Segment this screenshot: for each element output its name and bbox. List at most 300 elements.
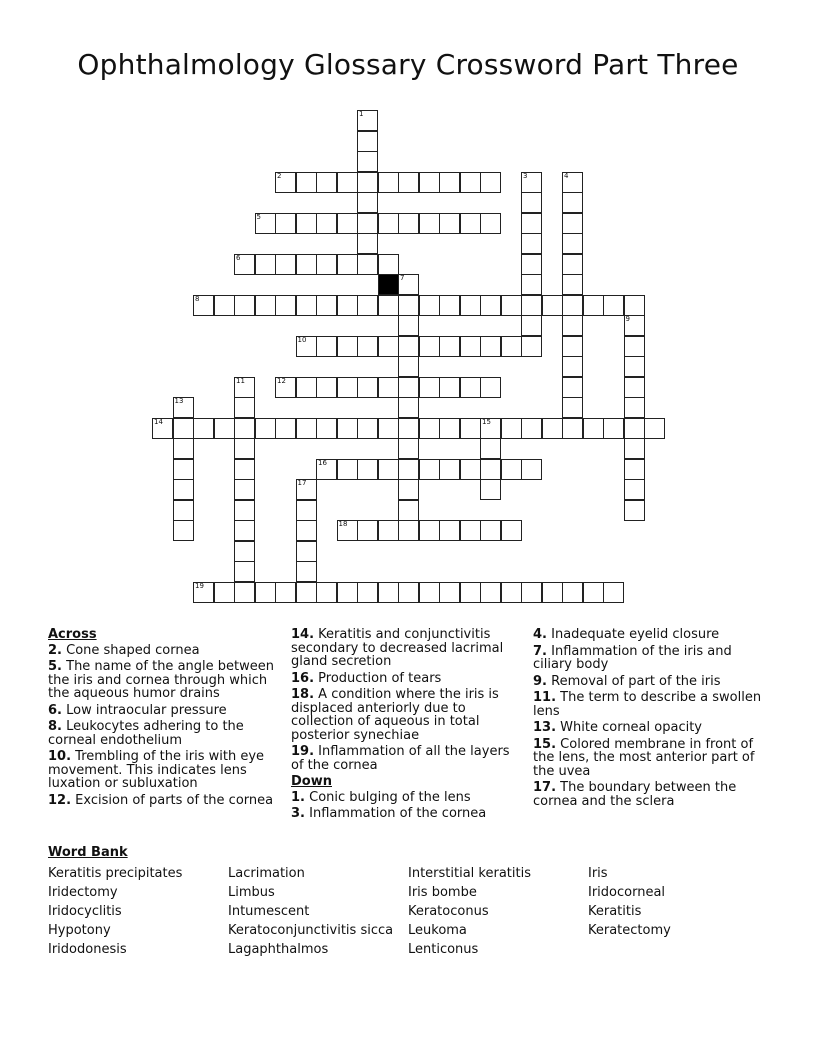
crossword-cell[interactable] [255, 295, 276, 316]
crossword-cell[interactable] [357, 213, 378, 234]
clue-number: 5 [256, 212, 261, 221]
crossword-cell[interactable] [214, 582, 235, 603]
down-clues-continued [533, 628, 768, 811]
word-bank-item: Lenticonus [408, 942, 479, 957]
crossword-cell[interactable] [583, 418, 604, 439]
crossword-cell[interactable] [542, 295, 563, 316]
word-bank-item: Limbus [228, 885, 275, 900]
crossword-cell[interactable] [603, 582, 624, 603]
clue-item [533, 738, 768, 779]
crossword-cell[interactable] [562, 336, 583, 357]
word-bank-item: Keratectomy [588, 923, 671, 938]
crossword-cell[interactable] [337, 418, 358, 439]
crossword-cell[interactable] [439, 377, 460, 398]
crossword-cell[interactable] [439, 582, 460, 603]
crossword-cell[interactable] [173, 520, 194, 541]
clue-item-number: 6. [48, 702, 62, 718]
crossword-cell[interactable] [521, 582, 542, 603]
clue-item-text: Inadequate eyelid closure [551, 627, 720, 642]
crossword-cell[interactable] [378, 336, 399, 357]
crossword-cell[interactable] [378, 213, 399, 234]
crossword-cell[interactable] [378, 254, 399, 275]
word-bank-item: Lagaphthalmos [228, 942, 329, 957]
clue-item-text: Leukocytes adhering to the corneal endothelium [48, 719, 244, 748]
crossword-cell[interactable] [480, 336, 501, 357]
clue-item-text: Inflammation of the cornea [309, 806, 487, 821]
crossword-cell[interactable] [296, 541, 317, 562]
clue-item-text: The term to describe a swollen lens [533, 690, 762, 719]
crossword-cell[interactable] [439, 336, 460, 357]
crossword-cell[interactable] [398, 377, 419, 398]
word-bank-item: Iris bombe [408, 885, 477, 900]
word-bank-item: Intumescent [228, 904, 310, 919]
crossword-cell[interactable] [234, 520, 255, 541]
crossword-cell[interactable] [378, 418, 399, 439]
clue-number: 12 [277, 376, 286, 385]
crossword-cell[interactable] [255, 213, 276, 234]
crossword-cell[interactable] [398, 479, 419, 500]
crossword-cell[interactable] [234, 459, 255, 480]
crossword-cell[interactable] [624, 479, 645, 500]
down-heading: Down [291, 774, 332, 789]
clue-item-text: White corneal opacity [560, 720, 702, 735]
crossword-cell[interactable] [439, 520, 460, 541]
clue-item-number: 2. [48, 642, 62, 658]
crossword-cell[interactable] [521, 233, 542, 254]
crossword-cell[interactable] [398, 336, 419, 357]
crossword-cell[interactable] [378, 172, 399, 193]
crossword-cell[interactable] [398, 172, 419, 193]
crossword-cell[interactable] [521, 172, 542, 193]
clue-item [291, 688, 519, 742]
crossword-cell[interactable] [624, 315, 645, 336]
crossword-cell[interactable] [542, 418, 563, 439]
crossword-cell[interactable] [603, 418, 624, 439]
clue-item-number: 19. [291, 744, 315, 759]
crossword-cell[interactable] [357, 295, 378, 316]
crossword-cell[interactable] [501, 418, 522, 439]
clue-item [291, 791, 519, 805]
crossword-cell[interactable] [439, 459, 460, 480]
crossword-cell[interactable] [296, 418, 317, 439]
crossword-cell[interactable] [275, 172, 296, 193]
crossword-cell[interactable] [562, 377, 583, 398]
crossword-cell[interactable] [521, 459, 542, 480]
crossword-cell[interactable] [480, 479, 501, 500]
crossword-cell[interactable] [460, 172, 481, 193]
crossword-cell[interactable] [398, 397, 419, 418]
crossword-cell[interactable] [624, 295, 645, 316]
clue-number: 13 [174, 397, 184, 405]
crossword-cell[interactable] [521, 336, 542, 357]
crossword-cell[interactable] [378, 377, 399, 398]
word-bank-item: Iridectomy [48, 885, 118, 900]
crossword-cell[interactable] [521, 418, 542, 439]
crossword-cell[interactable] [275, 377, 296, 398]
crossword-cell[interactable] [562, 172, 583, 193]
word-bank-item: Iridodonesis [48, 942, 127, 957]
clue-item-number: 10. [48, 749, 72, 764]
crossword-cell[interactable] [644, 418, 665, 439]
clue-item-text: Inflammation of all the layers of the cornea [291, 744, 510, 773]
crossword-cell[interactable] [193, 418, 214, 439]
crossword-cell[interactable] [562, 213, 583, 234]
crossword-cell[interactable] [357, 110, 378, 131]
black-square [378, 274, 399, 295]
crossword-cell[interactable] [296, 561, 317, 582]
clue-number: 8 [195, 294, 200, 303]
crossword-cell[interactable] [460, 213, 481, 234]
crossword-cell[interactable] [460, 520, 481, 541]
crossword-cell[interactable] [275, 213, 296, 234]
clue-number: 16 [318, 458, 327, 467]
crossword-cell[interactable] [480, 438, 501, 459]
crossword-cell[interactable] [521, 213, 542, 234]
crossword-cell[interactable] [296, 479, 317, 500]
page-title: Ophthalmology Glossary Crossword Part Three [77, 48, 739, 81]
crossword-cell[interactable] [521, 254, 542, 275]
crossword-cell[interactable] [624, 418, 645, 439]
crossword-cell[interactable] [562, 192, 583, 213]
crossword-cell[interactable] [173, 438, 194, 459]
crossword-cell[interactable] [398, 582, 419, 603]
clue-item-text: Trembling of the iris with eye movement. This indicates lens luxation or subluxation [48, 749, 265, 791]
crossword-cell[interactable] [255, 418, 276, 439]
crossword-cell[interactable] [296, 520, 317, 541]
crossword-cell[interactable] [316, 459, 337, 480]
clue-item-number: 11. [533, 690, 557, 705]
crossword-cell[interactable] [357, 418, 378, 439]
crossword-cell[interactable] [234, 582, 255, 603]
crossword-cell[interactable] [419, 172, 440, 193]
clue-item-text: Production of tears [318, 670, 442, 686]
crossword-cell[interactable] [419, 295, 440, 316]
crossword-cell[interactable] [316, 582, 337, 603]
crossword-cell[interactable] [296, 254, 317, 275]
across-heading: Across [48, 627, 97, 642]
word-bank-heading: Word Bank [48, 845, 128, 860]
crossword-cell[interactable] [173, 418, 194, 439]
clue-item-text: Cone shaped cornea [66, 642, 200, 658]
crossword-cell[interactable] [583, 582, 604, 603]
clue-item [48, 720, 280, 747]
clue-item-number: 7. [533, 643, 547, 659]
crossword-cell[interactable] [398, 418, 419, 439]
clue-item [48, 660, 280, 701]
word-bank-item: Lacrimation [228, 866, 305, 881]
word-bank-item: Leukoma [408, 923, 467, 938]
crossword-cell[interactable] [316, 295, 337, 316]
crossword-cell[interactable] [624, 377, 645, 398]
crossword-cell[interactable] [296, 295, 317, 316]
clue-item-text: Conic bulging of the lens [309, 789, 471, 805]
crossword-cell[interactable] [419, 582, 440, 603]
clue-item-number: 18. [291, 687, 315, 702]
crossword-cell[interactable] [337, 582, 358, 603]
crossword-cell[interactable] [562, 233, 583, 254]
crossword-cell[interactable] [255, 254, 276, 275]
crossword-cell[interactable] [234, 541, 255, 562]
crossword-cell[interactable] [480, 582, 501, 603]
crossword-cell[interactable] [398, 520, 419, 541]
clue-number: 4 [564, 171, 569, 180]
crossword-cell[interactable] [337, 377, 358, 398]
crossword-cell[interactable] [337, 295, 358, 316]
crossword-cell[interactable] [173, 479, 194, 500]
clue-number: 2 [277, 171, 282, 180]
clue-number: 15 [482, 417, 491, 426]
crossword-cell[interactable] [296, 377, 317, 398]
word-bank-item: Iris [588, 866, 608, 881]
crossword-cell[interactable] [255, 582, 276, 603]
crossword-cell[interactable] [501, 520, 522, 541]
clue-number: 3 [523, 171, 528, 180]
crossword-cell[interactable] [275, 582, 296, 603]
clue-item-number: 5. [48, 659, 62, 674]
clue-item [533, 781, 768, 808]
crossword-cell[interactable] [357, 233, 378, 254]
crossword-cell[interactable] [337, 520, 358, 541]
crossword-cell[interactable] [357, 192, 378, 213]
crossword-cell[interactable] [480, 172, 501, 193]
clue-item-number: 8. [48, 719, 62, 734]
crossword-cell[interactable] [316, 377, 337, 398]
crossword-cell[interactable] [521, 295, 542, 316]
crossword-cell[interactable] [480, 520, 501, 541]
clue-item [291, 745, 519, 772]
word-bank-item: Keratoconus [408, 904, 489, 919]
crossword-cell[interactable] [316, 336, 337, 357]
clue-item-text: Inflammation of the iris and ciliary body [533, 643, 732, 672]
crossword-cell[interactable] [460, 459, 481, 480]
clue-item [48, 704, 280, 718]
word-bank-column [588, 864, 768, 959]
crossword-cell[interactable] [316, 418, 337, 439]
crossword-cell[interactable] [316, 172, 337, 193]
crossword-cell[interactable] [439, 418, 460, 439]
crossword-cell[interactable] [624, 356, 645, 377]
crossword-cell[interactable] [357, 520, 378, 541]
crossword-cell[interactable] [173, 459, 194, 480]
crossword-cell[interactable] [296, 582, 317, 603]
crossword-cell[interactable] [562, 356, 583, 377]
crossword-cell[interactable] [234, 418, 255, 439]
crossword-cell[interactable] [234, 397, 255, 418]
crossword-cell[interactable] [193, 295, 214, 316]
crossword-cell[interactable] [296, 336, 317, 357]
clue-number: 1 [359, 110, 364, 118]
crossword-cell[interactable] [398, 459, 419, 480]
clue-item-text: The name of the angle between the iris and cornea through which the aqueous humor drains [48, 659, 274, 701]
crossword-cell[interactable] [357, 254, 378, 275]
crossword-cell[interactable] [234, 561, 255, 582]
crossword-cell[interactable] [439, 213, 460, 234]
crossword-cell[interactable] [562, 315, 583, 336]
crossword-cell[interactable] [398, 500, 419, 521]
clue-number: 7 [400, 274, 405, 282]
clue-item [291, 807, 519, 821]
clue-item [48, 794, 280, 808]
clue-item-number: 14. [291, 627, 315, 642]
crossword-cell[interactable] [439, 295, 460, 316]
crossword-cell[interactable] [337, 254, 358, 275]
crossword-cell[interactable] [173, 397, 194, 418]
crossword-cell[interactable] [214, 295, 235, 316]
clue-item-number: 4. [533, 627, 547, 642]
clue-number: 6 [236, 253, 241, 262]
clue-number: 10 [297, 335, 307, 344]
crossword-cell[interactable] [316, 254, 337, 275]
crossword-cell[interactable] [234, 438, 255, 459]
crossword-cell[interactable] [214, 418, 235, 439]
crossword-cell[interactable] [624, 397, 645, 418]
word-bank-item: Iridocyclitis [48, 904, 122, 919]
crossword-cell[interactable] [234, 254, 255, 275]
crossword-cell[interactable] [419, 418, 440, 439]
clue-number: 14 [154, 417, 163, 426]
crossword-cell[interactable] [419, 377, 440, 398]
crossword-cell[interactable] [398, 315, 419, 336]
crossword-cell[interactable] [501, 336, 522, 357]
crossword-cell[interactable] [152, 418, 173, 439]
crossword-cell[interactable] [357, 377, 378, 398]
crossword-cell[interactable] [419, 459, 440, 480]
clue-item [291, 672, 519, 686]
crossword-cell[interactable] [624, 438, 645, 459]
crossword-cell[interactable] [562, 582, 583, 603]
across-clues-continued [291, 628, 519, 824]
crossword-cell[interactable] [337, 459, 358, 480]
clue-item [48, 750, 280, 791]
crossword-cell[interactable] [357, 151, 378, 172]
crossword-cell[interactable] [583, 295, 604, 316]
crossword-cell[interactable] [624, 500, 645, 521]
clue-item [533, 691, 768, 718]
crossword-cell[interactable] [234, 377, 255, 398]
crossword-cell[interactable] [234, 295, 255, 316]
crossword-cell[interactable] [275, 295, 296, 316]
clue-item [533, 721, 768, 735]
clue-item-text: A condition where the iris is displaced anteriorly due to collection of aqueous in total posterior synechiae [291, 687, 499, 743]
crossword-cell[interactable] [521, 192, 542, 213]
crossword-cell[interactable] [173, 500, 194, 521]
crossword-cell[interactable] [460, 336, 481, 357]
crossword-cell[interactable] [316, 213, 337, 234]
crossword-cell[interactable] [357, 336, 378, 357]
word-bank-item: Hypotony [48, 923, 111, 938]
word-bank-item: Interstitial keratitis [408, 866, 531, 881]
clue-item-text: The boundary between the cornea and the sclera [533, 780, 737, 809]
clue-number: 17 [297, 479, 307, 487]
word-bank-column [48, 864, 228, 959]
crossword-cell[interactable] [296, 213, 317, 234]
word-bank-item: Iridocorneal [588, 885, 666, 900]
clue-number: 11 [236, 376, 245, 385]
crossword-cell[interactable] [337, 336, 358, 357]
crossword-cell[interactable] [603, 295, 624, 316]
clue-item-number: 13. [533, 720, 557, 735]
clue-item [533, 645, 768, 672]
crossword-cell[interactable] [501, 459, 522, 480]
crossword-cell[interactable] [480, 418, 501, 439]
crossword-cell[interactable] [562, 418, 583, 439]
crossword-cell[interactable] [378, 295, 399, 316]
crossword-cell[interactable] [234, 479, 255, 500]
crossword-cell[interactable] [337, 172, 358, 193]
word-bank-column [228, 864, 408, 959]
crossword-cell[interactable] [398, 356, 419, 377]
crossword-cell[interactable] [480, 459, 501, 480]
crossword-cell[interactable] [398, 295, 419, 316]
crossword-cell[interactable] [398, 438, 419, 459]
crossword-cell[interactable] [337, 213, 358, 234]
crossword-cell[interactable] [275, 418, 296, 439]
clue-item [48, 644, 280, 658]
crossword-cell[interactable] [460, 377, 481, 398]
crossword-cell[interactable] [460, 418, 481, 439]
word-bank [48, 845, 788, 959]
crossword-cell[interactable] [562, 295, 583, 316]
crossword-cell[interactable] [378, 520, 399, 541]
crossword-cell[interactable] [460, 295, 481, 316]
clue-item-number: 17. [533, 780, 557, 795]
crossword-cell[interactable] [501, 582, 522, 603]
crossword-cell[interactable] [460, 582, 481, 603]
crossword-cell[interactable] [378, 459, 399, 480]
crossword-cell[interactable] [357, 131, 378, 152]
crossword-cell[interactable] [398, 274, 419, 295]
crossword-cell[interactable] [357, 582, 378, 603]
crossword-cell[interactable] [357, 459, 378, 480]
crossword-cell[interactable] [439, 172, 460, 193]
crossword-cell[interactable] [419, 213, 440, 234]
crossword-cell[interactable] [562, 397, 583, 418]
crossword-cell[interactable] [419, 520, 440, 541]
crossword-cell[interactable] [296, 500, 317, 521]
word-bank-item: Keratoconjunctivitis sicca [228, 923, 394, 938]
crossword-cell[interactable] [562, 274, 583, 295]
clue-item-number: 3. [291, 806, 305, 821]
crossword-cell[interactable] [480, 295, 501, 316]
crossword-cell[interactable] [193, 582, 214, 603]
crossword-cell[interactable] [275, 254, 296, 275]
clue-item-number: 1. [291, 789, 305, 805]
crossword-cell[interactable] [234, 500, 255, 521]
clue-item-text: Low intraocular pressure [66, 702, 227, 718]
crossword-cell[interactable] [562, 254, 583, 275]
clue-item-number: 15. [533, 736, 557, 752]
crossword-cell[interactable] [521, 274, 542, 295]
crossword-cell[interactable] [521, 315, 542, 336]
clue-item [533, 628, 768, 642]
crossword-cell[interactable] [480, 213, 501, 234]
clue-item-text: Excision of parts of the cornea [75, 792, 274, 808]
clue-item-text: Keratitis and conjunctivitis secondary to decreased lacrimal gland secretion [291, 627, 504, 669]
crossword-cell[interactable] [624, 336, 645, 357]
crossword-cell[interactable] [296, 172, 317, 193]
crossword-cell[interactable] [357, 172, 378, 193]
clue-item-number: 12. [48, 792, 72, 808]
crossword-cell[interactable] [419, 336, 440, 357]
crossword-cell[interactable] [378, 582, 399, 603]
clue-number: 18 [338, 520, 348, 528]
crossword-cell[interactable] [542, 582, 563, 603]
clue-item [533, 675, 768, 689]
crossword-cell[interactable] [501, 295, 522, 316]
crossword-cell[interactable] [624, 459, 645, 480]
crossword-cell[interactable] [480, 377, 501, 398]
crossword-cell[interactable] [398, 213, 419, 234]
